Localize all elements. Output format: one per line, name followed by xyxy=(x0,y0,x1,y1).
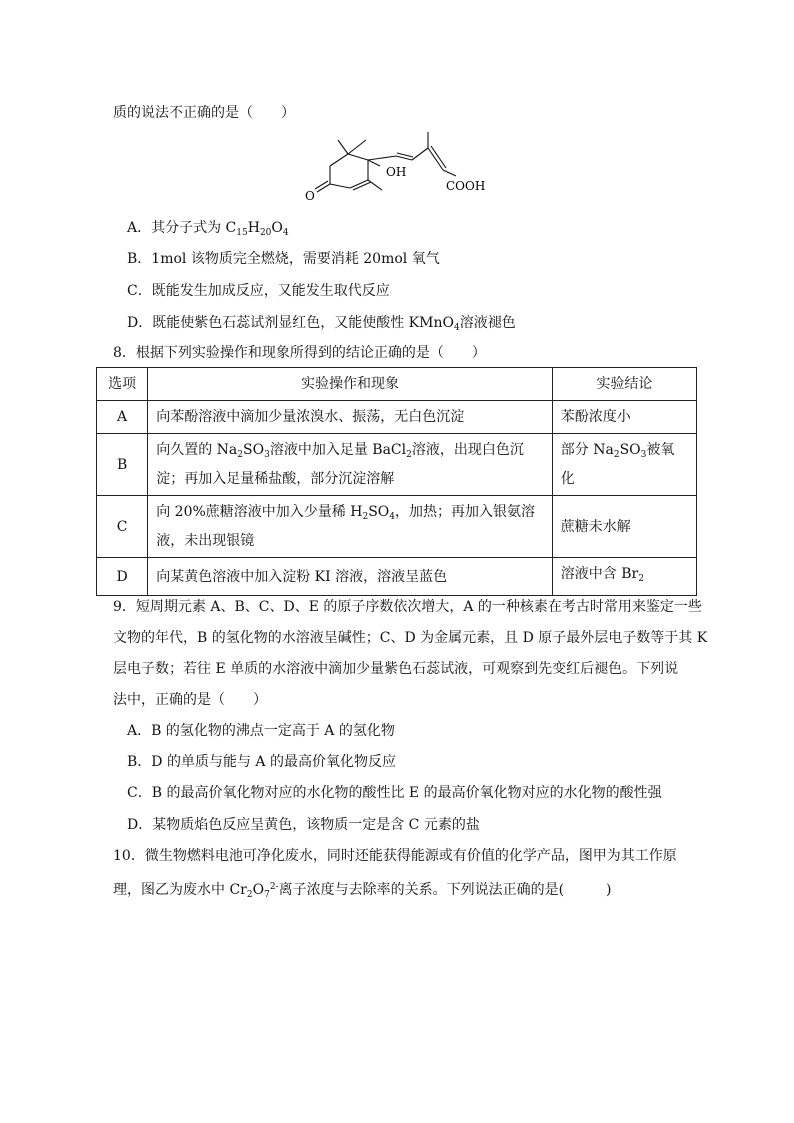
q7-option-d-tail: 溶液褪色 xyxy=(459,315,516,331)
row-conclusion: 苯酚浓度小 xyxy=(552,401,696,434)
row-c-op-b: 2 xyxy=(362,512,369,522)
q7-option-d-text: D．既能使紫色石蕊试剂显红色，又能使酸性 KMnO xyxy=(127,315,454,331)
q7-option-d-sub: 4 xyxy=(453,323,460,333)
table-row xyxy=(97,434,697,496)
row-b-concl-a: 部分 Na xyxy=(560,442,614,458)
row-option: B xyxy=(97,434,148,496)
q9-option-d: D．某物质焰色反应呈黄色，该物质一定是含 C 元素的盐 xyxy=(127,817,480,833)
header-conclusion: 实验结论 xyxy=(552,368,696,401)
o-label: O xyxy=(305,189,315,203)
row-c-op-a: 向 20%蔗糖溶液中加入少量稀 H xyxy=(156,504,363,520)
row-operation xyxy=(148,434,553,496)
row-option: D xyxy=(97,558,148,596)
row-b-op-g: 溶液，出现白色沉淀；再加入足量稀盐酸，部分沉淀溶解 xyxy=(156,442,524,487)
row-b-op-c: SO xyxy=(243,442,265,458)
row-c-op-d: 4 xyxy=(389,512,396,522)
row-conclusion xyxy=(552,434,696,496)
row-c-op-e: ，加热；再加入银氨溶液，未出现银镜 xyxy=(156,504,536,549)
row-conclusion: 蔗糖未水解 xyxy=(552,496,696,558)
row-b-op-d: 3 xyxy=(264,450,270,460)
experiment-table xyxy=(96,367,697,596)
q10-line2-e: 2- xyxy=(269,882,279,892)
q7-option-a-sub1: 15 xyxy=(236,228,248,238)
row-b-concl-e: 被氧化 xyxy=(560,442,675,487)
q7-option-c: C．既能发生加成反应，又能发生取代反应 xyxy=(127,283,390,299)
cooh-label: COOH xyxy=(446,179,486,193)
q10-stem-line-2 xyxy=(113,877,612,905)
q7-option-a-text: A．其分子式为 C xyxy=(127,220,237,236)
q10-line2-a: 理，图乙为废水中 Cr xyxy=(113,882,247,898)
q7-option-a-sub2: 20 xyxy=(259,228,272,238)
row-option: C xyxy=(97,496,148,558)
q10-line2-c: O xyxy=(252,882,265,898)
q7-stem-tail: 质的说法不正确的是（ ） xyxy=(113,105,295,121)
q8-stem: 8．根据下列实验操作和现象所得到的结论正确的是（ ） xyxy=(113,345,486,361)
table-row xyxy=(97,496,697,558)
q7-option-a xyxy=(127,218,289,243)
row-b-op-a: 向久置的 Na xyxy=(156,442,238,458)
q10-line2-b: 2 xyxy=(246,890,253,900)
q9-stem-line-1: 9．短周期元素 A、B、C、D、E 的原子序数依次增大，A 的一种核素在考古时常用来鉴定一些 xyxy=(113,599,702,615)
row-b-concl-b: 2 xyxy=(613,450,620,460)
q7-option-a-sub3: 4 xyxy=(282,228,289,238)
q9-stem-line-3: 层电子数；若往 E 单质的水溶液中滴加少量紫色石蕊试液，可观察到先变红后褪色。下列说 xyxy=(113,661,679,677)
q7-option-a-mid2: O xyxy=(271,220,283,236)
row-b-concl-c: SO xyxy=(619,442,641,458)
q10-line2-d: 7 xyxy=(264,890,270,900)
row-conclusion xyxy=(552,558,696,596)
row-b-concl-d: 3 xyxy=(640,450,647,460)
row-option: A xyxy=(97,401,148,434)
q10-stem-line-1: 10．微生物燃料电池可净化废水，同时还能获得能源或有价值的化学产品，图甲为其工作原 xyxy=(113,848,677,864)
row-b-op-b: 2 xyxy=(237,450,244,460)
row-b-op-e: 溶液中加入足量 BaCl xyxy=(269,442,407,458)
row-c-op-c: SO xyxy=(368,504,390,520)
q10-line2-f: 离子浓度与去除率的关系。下列说法正确的是( ) xyxy=(278,882,612,898)
q9-option-a: A．B 的氢化物的沸点一定高于 A 的氢化物 xyxy=(127,723,395,739)
row-d-concl-a: 溶液中含 Br xyxy=(560,566,639,582)
molecule-structure-diagram xyxy=(300,130,500,210)
q9-option-b: B．D 的单质与能与 A 的最高价氧化物反应 xyxy=(127,754,396,770)
table-header-row xyxy=(97,368,697,401)
q9-stem-line-4: 法中，正确的是（ ） xyxy=(113,692,267,708)
table-row xyxy=(97,401,697,434)
q7-option-a-mid: H xyxy=(247,220,260,236)
row-operation xyxy=(148,496,553,558)
row-d-concl-b: 2 xyxy=(638,574,644,584)
q9-option-c: C．B 的最高价氧化物对应的水化物的酸性比 E 的最高价氧化物对应的水化物的酸性强 xyxy=(127,785,662,801)
row-b-op-f: 2 xyxy=(406,450,412,460)
header-operation: 实验操作和现象 xyxy=(148,368,553,401)
q9-stem-line-2: 文物的年代，B 的氢化物的水溶液呈碱性；C、D 为金属元素，且 D 原子最外层电子数等于其 K xyxy=(113,630,708,646)
q7-option-d xyxy=(127,313,516,338)
header-option: 选项 xyxy=(97,368,148,401)
oh-label: OH xyxy=(386,165,407,179)
row-operation: 向某黄色溶液中加入淀粉 KI 溶液，溶液呈蓝色 xyxy=(148,558,553,596)
q7-option-b: B．1mol 该物质完全燃烧，需要消耗 20mol 氧气 xyxy=(127,251,440,267)
row-operation: 向苯酚溶液中滴加少量浓溴水、振荡，无白色沉淀 xyxy=(148,401,553,434)
table-row xyxy=(97,558,697,596)
